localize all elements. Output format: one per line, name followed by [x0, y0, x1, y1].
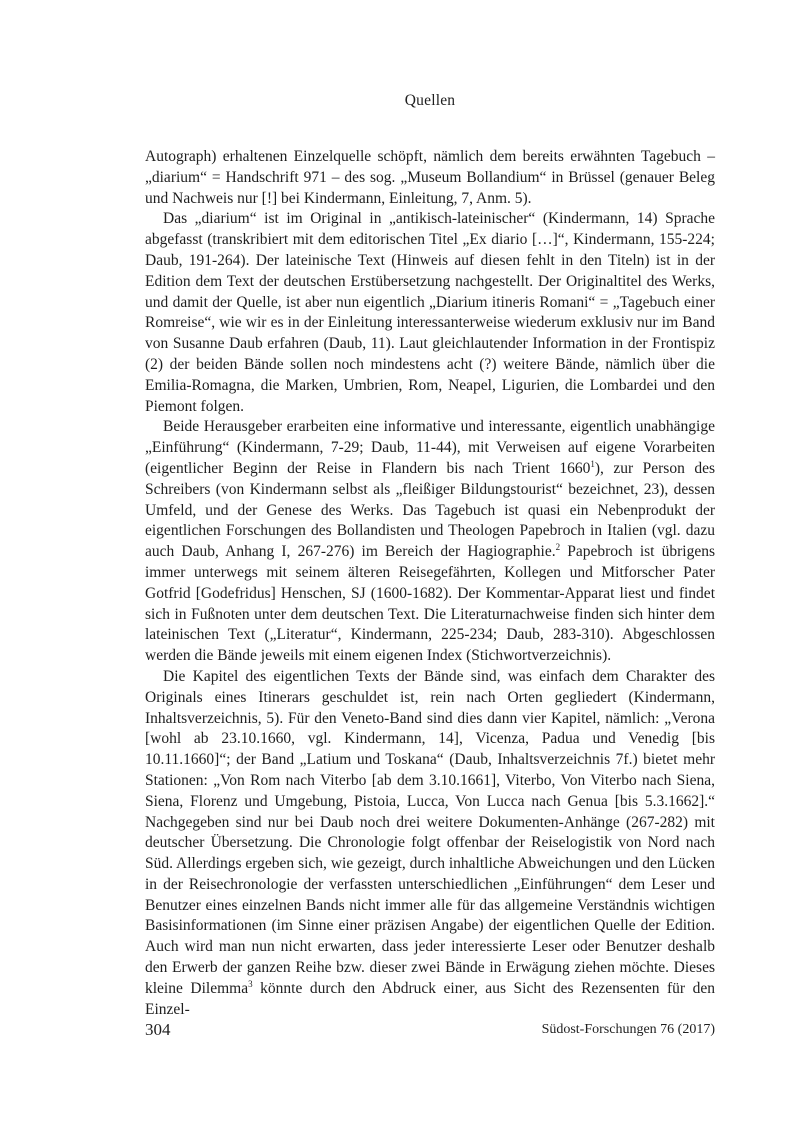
document-page	[145, 0, 715, 1129]
paragraph-3-text-a: Beide Herausgeber erarbeiten eine informative und interessante, eigentlich unabhängige „Einführung“ (Kindermann, 7-29; Daub, 11-44), mit Verweisen auf eigene Vorarbeiten (eigentlicher Beginn der Reise in Flandern bis nach Trient 1660	[145, 418, 715, 477]
paragraph-4-text-b: könnte durch den Abdruck einer, aus Sicht des Rezensenten für den Einzel-	[145, 979, 715, 1018]
paragraph-1: Autograph) erhaltenen Einzelquelle schöpft, nämlich dem bereits erwähnten Tagebuch – „diarium“ = Handschrift 971 – des sog. „Museum Bollandium“ in Brüssel (genauer Beleg und Nachweis nur [!] bei Kindermann, Einleitung, 7, Anm. 5).	[145, 148, 715, 207]
body-text	[145, 147, 715, 1020]
running-head: Quellen	[404, 92, 456, 109]
page-number: 304	[145, 1020, 171, 1039]
footnote-marker-2[interactable]: 2	[555, 541, 561, 552]
paragraph-3-text-c: Papebroch ist übrigens immer unterwegs mit seinem älteren Reisegefährten, Kollegen und Mitforscher Pater Gotfrid [Godefridus] Henschen, SJ (1600-1682). Der Kommentar-Apparat liest und findet sich in Fußnoten unter dem deutschen Text. Die Literaturnachweise finden sich hinter dem lateinischen Text („Literatur“, Kindermann, 225-234; Daub, 283-310). Abgeschlossen werden die Bände jeweils mit einem eigenen Index (Stichwortverzeichnis).	[145, 543, 715, 665]
paragraph-2: Das „diarium“ ist im Original in „antikisch-lateinischer“ (Kindermann, 14) Sprache abgefasst (transkribiert mit dem editorischen Titel „Ex diario […]“, Kindermann, 155-224; Daub, 191-264). Der lateinische Text (Hinweis auf diesen fehlt in den Titeln) ist in der Edition dem Text der deutschen Erstübersetzung nachgestellt. Der Originaltitel des Werks, und damit der Quelle, ist aber nun eigentlich „Diarium itineris Romani“ = „Tagebuch einer Romreise“, wie wir es in der Einleitung interessanterweise wiederum exklusiv nur im Band von Susanne Daub erfahren (Daub, 11). Laut gleichlautender Information in der Frontispiz (2) der beiden Bände sollen noch mindestens acht (?) weitere Bände, nämlich über die Emilia-Romagna, die Marken, Umbrien, Rom, Neapel, Ligurien, die Lombardei und den Piemont folgen.	[145, 210, 715, 415]
paragraph-3-text-b: ), zur Person des Schreibers (von Kindermann selbst als „fleißiger Bildungstourist“ bezeichnet, 23), dessen Umfeld, und der Genese des Werks. Das Tagebuch ist quasi ein Nebenprodukt der eigentlichen Forschungen des Bollandisten und Theologen Papebroch in Italien (vgl. dazu auch Daub, Anhang I, 267-276) im Bereich der Hagiographie.	[145, 459, 715, 561]
paragraph-3	[145, 417, 715, 667]
paragraph-4	[145, 667, 715, 1021]
paragraph-4-text-a: Die Kapitel des eigentlichen Texts der Bände sind, was einfach dem Charakter des Originals eines Itinerars geschuldet ist, rein nach Orten gegliedert (Kindermann, Inhaltsverzeichnis, 5). Für den Veneto-Band sind dies dann vier Kapitel, nämlich: „Verona [wohl ab 23.10.1660, vgl. Kindermann, 14], Vicenza, Padua und Venedig [bis 10.11.1660]“; der Band „Latium und Toskana“ (Daub, Inhaltsverzeichnis 7f.) bietet mehr Stationen: „Von Rom nach Viterbo [ab dem 3.10.1661], Viterbo, Von Viterbo nach Siena, Siena, Florenz und Umgebung, Pistoia, Lucca, Von Lucca nach Genua [bis 5.3.1662].“ Nachgegeben sind nur bei Daub noch drei weitere Dokumenten-Anhänge (267-282) mit deutscher Übersetzung. Die Chronologie folgt offenbar der Reiselogistik von Nord nach Süd. Allerdings ergeben sich, wie gezeigt, durch inhaltliche Abweichungen und den Lücken in der Reisechronologie der verfassten unterschiedlichen „Einführungen“ dem Leser und Benutzer eines einzelnen Bands nicht immer alle für das allgemeine Verständnis wichtigen Basisinformationen (im Sinne einer präzisen Angabe) der eigentlichen Quelle der Edition. Auch wird man nun nicht erwarten, dass jeder interessierte Leser oder Benutzer deshalb den Erwerb der ganzen Reihe bzw. dieser zwei Bände in Erwägung ziehen möchte. Dieses kleine Dilemma	[145, 667, 715, 997]
journal-citation: Südost-Forschungen 76 (2017)	[541, 1022, 715, 1037]
footnote-marker-1[interactable]: 1	[590, 458, 595, 469]
footnote-marker-3[interactable]: 3	[248, 978, 253, 989]
